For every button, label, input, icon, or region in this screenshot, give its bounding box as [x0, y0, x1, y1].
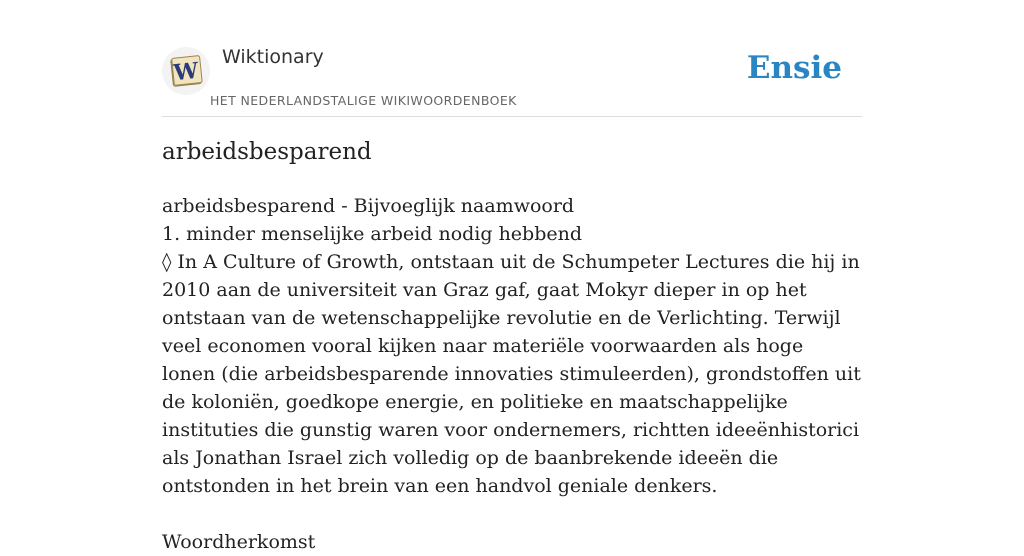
page-title: arbeidsbesparend — [162, 139, 372, 165]
site-tagline: HET NEDERLANDSTALIGE WIKIWOORDENBOEK — [210, 93, 517, 108]
site-name[interactable]: Wiktionary — [222, 46, 324, 68]
site-header — [162, 0, 862, 117]
wiktionary-logo[interactable] — [162, 47, 210, 95]
page — [162, 0, 862, 553]
section-heading-etymology: Woordherkomst — [162, 531, 316, 553]
wiktionary-tile-icon — [166, 51, 206, 91]
svg-text:W: W — [172, 57, 200, 87]
example-quote: ◊ In A Culture of Growth, ontstaan uit de Schumpeter Lectures die hij in 2010 aan de universiteit van Graz gaf, gaat Mokyr dieper in op het ontstaan van de wetenschappelijke revolutie en de Verlichting. Terwijl veel economen vooral kijken naar materiële voorwaarden als hoge lonen (die arbeidsbesparende innovaties stimuleerden), grondstoffen uit de koloniën, goedkope energie, en politieke en maatschappelijke instituties die gunstig waren voor ondernemers, richtten ideeënhistorici als Jonathan Israel zich volledig op de baanbrekende ideeën die ontstonden in het brein van een handvol geniale denkers. — [162, 251, 861, 497]
meaning: 1. minder menselijke arbeid nodig hebbend — [162, 223, 583, 245]
definition-heading: arbeidsbesparend - Bijvoeglijk naamwoord — [162, 195, 575, 217]
ensie-brand-logo[interactable]: Ensie — [746, 50, 842, 86]
entry-content — [162, 192, 862, 556]
